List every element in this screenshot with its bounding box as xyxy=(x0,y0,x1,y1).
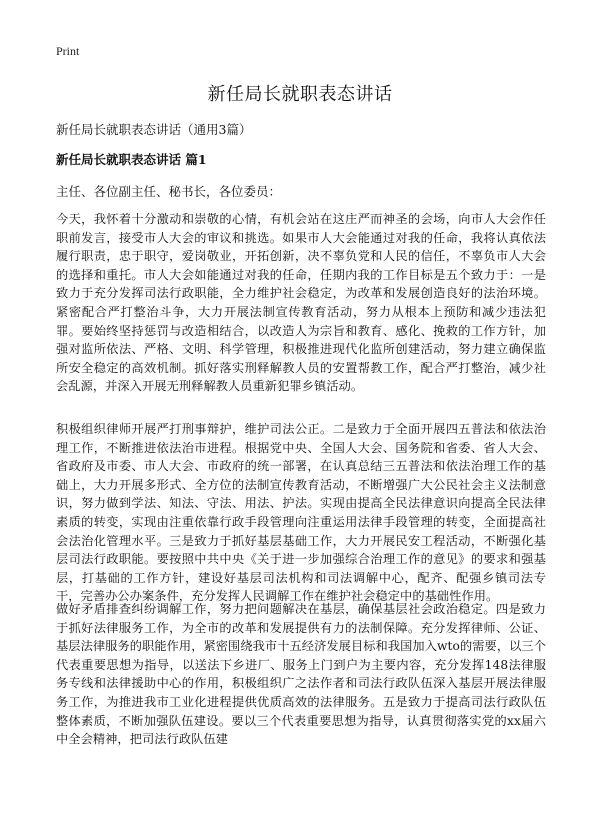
document-subtitle: 新任局长就职表态讲话（通用3篇） xyxy=(56,122,252,137)
paragraph-1: 今天，我怀着十分激动和崇敬的心情，有机会站在这庄严而神圣的会场，向市人大会作任职前发言，接受市人大会的审议和挑选。如果市人大会能通过对我的任命，我将认真依法履行职责，忠于职守，爱岗敬业，开拓创新，决不辜负党和人民的信任，不辜负市人大会的选择和重托。市人大会如能通过对我的任命，任期内我的工作目标是五个致力于：一是致力于充分发挥司法行政职能，全力维护社会稳定，为改革和发展创造良好的法治环境。紧密配合严打整治斗争，大力开展法制宣传教育活动，努力从根本上预防和减少违法犯罪。要始终坚持惩罚与改造相结合，以改造人为宗旨和教育、感化、挽救的工作方针，加强对监所依法、严格、文明、科学管理，积极推进现代化监所创建活动，努力建立确保监所安全稳定的高效机制。抓好落实刑释解教人员的安置帮教工作，配合严打整治，减少社会乱源，并深入开展无刑释解教人员重新犯罪乡镇活动。 xyxy=(56,212,546,394)
paragraph-3: 做好矛盾排查纠纷调解工作，努力把问题解决在基层，确保基层社会政治稳定。四是致力于抓好法律服务工作，为全市的改革和发展提供有力的法制保障。充分发挥律师、公证、基层法律服务的职能作用，紧密围绕我市十五经济发展目标和我国加入wto的需要，以三个代表重要思想为指导，以送法下乡进厂、服务上门到户为主要内容，充分发挥148法律服务专线和法律援助中心的作用，积极组织广之法作者和司法行政队伍深入基层开展法律服务工作，为推进我市工业化进程提供优质高效的法律服务。五是致力于提高司法行政队伍整体素质，不断加强队伍建设。要以三个代表重要思想为指导，认真贯彻落实党的xx届六中全会精神，把司法行政队伍建 xyxy=(56,602,546,747)
print-link[interactable]: Print xyxy=(56,44,80,58)
section-heading: 新任局长就职表态讲话 篇1 xyxy=(56,152,207,167)
paragraph-2: 积极组织律师开展严打刑事辩护，维护司法公正。二是致力于全面开展四五普法和依法治理工作，不断推进依法治市进程。根据党中央、全国人大会、国务院和省委、省人大会、省政府及市委、市人大会、市政府的统一部署，在认真总结三五普法和依法治理工作的基础上，大力开展多形式、全方位的法制宣传教育活动，不断增强广大公民社会主义法制意识，努力做到学法、知法、守法、用法、护法。实现由提高全民法律意识向提高全民法律素质的转变，实现由注重依靠行政手段管理向注重运用法律手段管理的转变，全面提高社会法治化管理水平。三是致力于抓好基层基础工作，大力开展民安工程活动，不断强化基层司法行政职能。要按照中共中央《关于进一步加强综合治理工作的意见》的要求和强基层，打基础的工作方针，建设好基层司法机构和司法调解中心，配齐、配强乡镇司法专干，完善办公办案条件，充分发挥人民调解工作在维护社会稳定中的基础性作用。 xyxy=(56,422,546,604)
salutation: 主任、各位副主任、秘书长，各位委员： xyxy=(56,184,282,199)
document-title: 新任局长就职表态讲话 xyxy=(207,84,393,105)
